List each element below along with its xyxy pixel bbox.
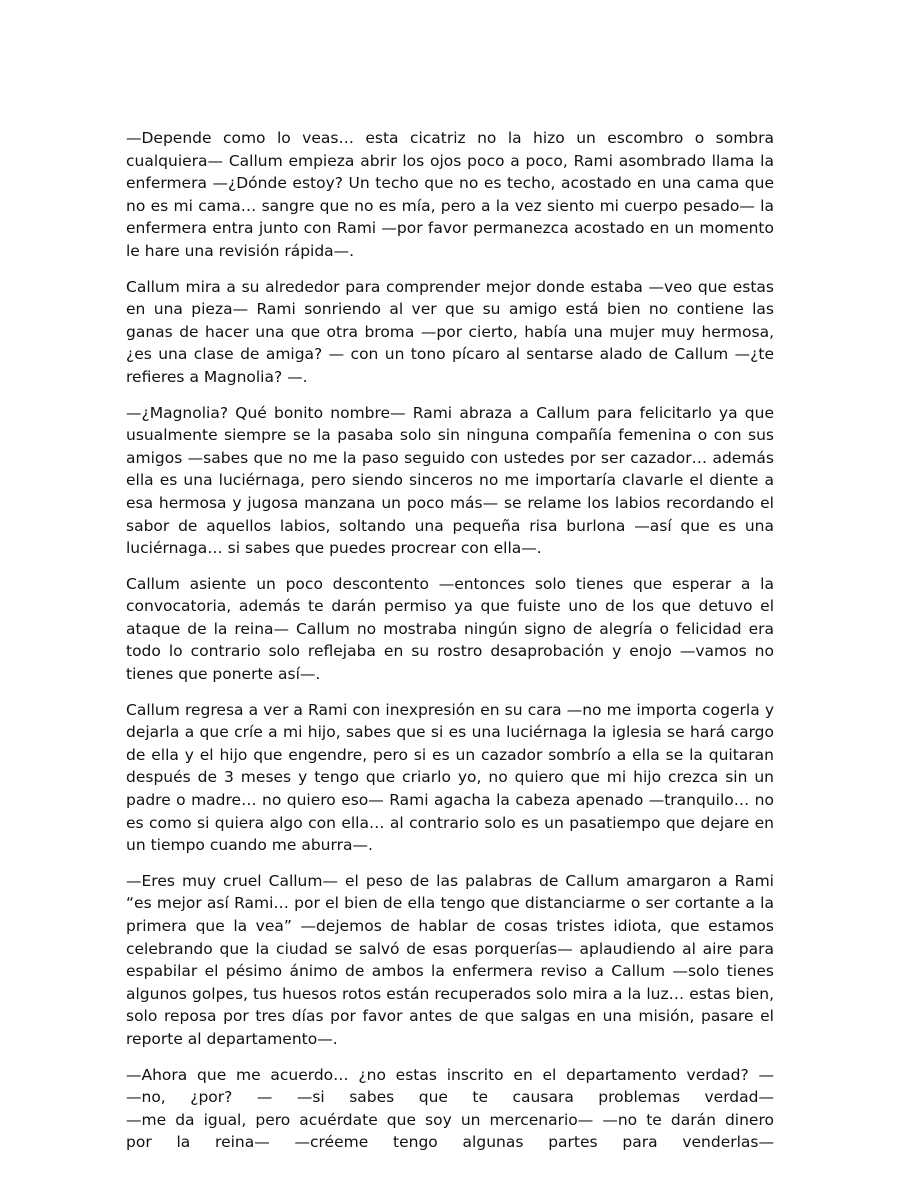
- dialogue-line-2: —no, ¿por? — —si sabes que te causara problemas verdad—: [126, 1088, 774, 1107]
- paragraph-3: —¿Magnolia? Qué bonito nombre— Rami abraza a Callum para felicitarlo ya que usualmente siempre se la pasaba solo sin ninguna compañía femenina o con sus amigos —sabes que no me la paso seguido con ustedes por ser cazador… además ella es una luciérnaga, pero siendo sinceros no me importaría clavarle el diente a esa hermosa y jugosa manzana un poco más— se relame los labios recordando el sabor de aquellos labios, soltando una pequeña risa burlona —así que es una luciérnaga… si sabes que puedes procrear con ella—.: [126, 403, 774, 558]
- document-page: [126, 127, 774, 1154]
- paragraph-2: Callum mira a su alrededor para comprender mejor donde estaba —veo que estas en una pieza— Rami sonriendo al ver que su amigo está bien no contiene las ganas de hacer una que otra broma —por cierto, había una mujer muy hermosa, ¿es una clase de amiga? — con un tono pícaro al sentarse alado de Callum —¿te refieres a Magnolia? —.: [126, 277, 774, 386]
- paragraph-4: Callum asiente un poco descontento —entonces solo tienes que esperar a la convocatoria, además te darán permiso ya que fuiste uno de los que detuvo el ataque de la reina— Callum no mostraba ningún signo de alegría o felicidad era todo lo contrario solo reflejaba en su rostro desaprobación y enojo —vamos no tienes que ponerte así—.: [126, 574, 774, 684]
- dialogue-line-3: —me da igual, pero acuérdate que soy un mercenario— —no te darán dinero: [126, 1110, 774, 1129]
- paragraph-5: Callum regresa a ver a Rami con inexpresión en su cara —no me importa cogerla y dejarla a que críe a mi hijo, sabes que si es una luciérnaga la iglesia se hará cargo de ella y el hijo que engendre, pero si es un cazador sombrío a ella se la quitaran después de 3 meses y tengo que criarlo yo, no quiero que mi hijo crezca sin un padre o madre… no quiero eso— Rami agacha la cabeza apenado —tranquilo… no es como si quiera algo con ella… al contrario solo es un pasatiempo que dejare en un tiempo cuando me aburra—.: [126, 700, 774, 855]
- dialogue-line-4: por la reina— —créeme tengo algunas partes para venderlas—: [126, 1133, 774, 1152]
- paragraph-1: —Depende como lo veas… esta cicatriz no la hizo un escombro o sombra cualquiera— Callum empieza abrir los ojos poco a poco, Rami asombrado llama la enfermera —¿Dónde estoy? Un techo que no es techo, acostado en una cama que no es mi cama… sangre que no es mía, pero a la vez siento mi cuerpo pesado— la enfermera entra junto con Rami —por favor permanezca acostado en un momento le hare una revisión rápida—.: [126, 129, 774, 260]
- dialogue-line-1: —Ahora que me acuerdo… ¿no estas inscrito en el departamento verdad? —: [126, 1065, 774, 1084]
- paragraph-6: —Eres muy cruel Callum— el peso de las palabras de Callum amargaron a Rami “es mejor así Rami… por el bien de ella tengo que distanciarme o ser cortante a la primera que la vea” —dejemos de hablar de cosas tristes idiota, que estamos celebrando que la ciudad se salvó de esas porquerías— aplaudiendo al aire para espabilar el pésimo ánimo de ambos la enfermera reviso a Callum —solo tienes algunos golpes, tus huesos rotos están recuperados solo mira a la luz… estas bien, solo reposa por tres días por favor antes de que salgas en una misión, pasare el reporte al departamento—.: [126, 871, 774, 1048]
- dialogue-block: [126, 1064, 774, 1154]
